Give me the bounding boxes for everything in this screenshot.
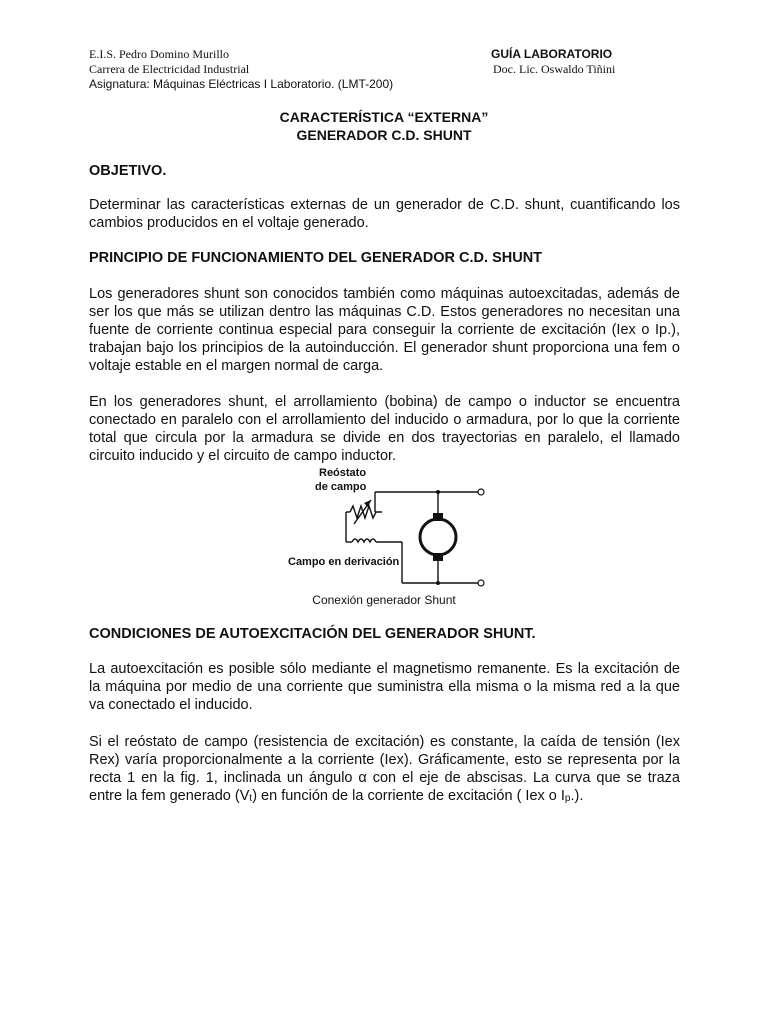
shunt-generator-diagram bbox=[280, 462, 500, 594]
junction-top-icon bbox=[436, 490, 440, 494]
principio-heading: PRINCIPIO DE FUNCIONAMIENTO DEL GENERADOR C.D. SHUNT bbox=[89, 250, 543, 266]
rheostat-label-line1: Reóstato bbox=[319, 467, 367, 479]
condiciones-paragraph-2-text-a: Si el reóstato de campo (resistencia de excitación) es constante, la caída de tensión (Iex Rex) varía proporcionalmente a la corriente (Iex). Gráficamente, esto se representa por la recta 1 en la fig. 1, inclinada un ángulo α con el eje de abscisas. La curva que se traza entre la fem generado (V bbox=[89, 734, 680, 804]
terminal-bottom-icon bbox=[478, 580, 484, 586]
shunt-field-label: Campo en derivación bbox=[288, 556, 400, 568]
condiciones-paragraph-2-text-c: .). bbox=[570, 788, 584, 804]
junction-bottom-icon bbox=[436, 581, 440, 585]
principio-paragraph-1: Los generadores shunt son conocidos también como máquinas autoexcitadas, además de ser los que más se utilizan dentro las máquinas C.D. Estos generadores no necesitan una fuente de corriente continua especial para conseguir la corriente de excitación (Iex o Ip.), trabajan bajo los principios de la autoinducción. El generador shunt proporciona una fem o voltaje estable en el margen normal de carga. bbox=[89, 286, 680, 374]
header-institution: E.I.S. Pedro Domino Murillo bbox=[89, 47, 229, 61]
ip-subscript: p bbox=[564, 793, 571, 804]
header-guide-label: GUÍA LABORATORIO bbox=[491, 47, 613, 61]
condiciones-paragraph-1: La autoexcitación es posible sólo mediante el magnetismo remanente. Es la excitación de la máquina por medio de una corriente que suministra ella misma o la misma red a la que va conectado el inducido. bbox=[89, 661, 680, 713]
brush-top-icon bbox=[433, 513, 443, 521]
header-teacher: Doc. Lic. Oswaldo Tiñini bbox=[493, 62, 616, 76]
terminal-top-icon bbox=[478, 489, 484, 495]
condiciones-heading: CONDICIONES DE AUTOEXCITACIÓN DEL GENERADOR SHUNT. bbox=[89, 626, 536, 642]
condiciones-paragraph-2-text-b: ) en función de la corriente de excitación ( Iex o I bbox=[252, 788, 565, 804]
objetivo-heading: OBJETIVO. bbox=[89, 163, 167, 179]
document-title-line2: GENERADOR C.D. SHUNT bbox=[296, 127, 472, 143]
rheostat-arrow-icon bbox=[364, 500, 371, 507]
armature-icon bbox=[420, 519, 456, 555]
document-title-line1: CARACTERÍSTICA “EXTERNA” bbox=[279, 109, 489, 125]
brush-bottom-icon bbox=[433, 553, 443, 561]
header-subject: Asignatura: Máquinas Eléctricas I Laboratorio. (LMT-200) bbox=[89, 77, 394, 91]
objetivo-text: Determinar las características externas de un generador de C.D. shunt, cuantificando los cambios producidos en el voltaje generado. bbox=[89, 197, 680, 231]
principio-paragraph-2: En los generadores shunt, el arrollamiento (bobina) de campo o inductor se encuentra conectado en paralelo con el arrollamiento del inducido o armadura, por lo que la corriente total que circula por la armadura se divide en dos trayectorias en paralelo, el llamado circuito inducido y el circuito de campo inductor. bbox=[89, 394, 680, 464]
header-career: Carrera de Electricidad Industrial bbox=[89, 62, 250, 76]
condiciones-paragraph-2 bbox=[89, 733, 680, 808]
circuit-wiring bbox=[346, 492, 478, 583]
figure-caption: Conexión generador Shunt bbox=[312, 593, 456, 607]
vt-subscript: t bbox=[249, 793, 253, 804]
rheostat-label-line2: de campo bbox=[315, 481, 367, 493]
